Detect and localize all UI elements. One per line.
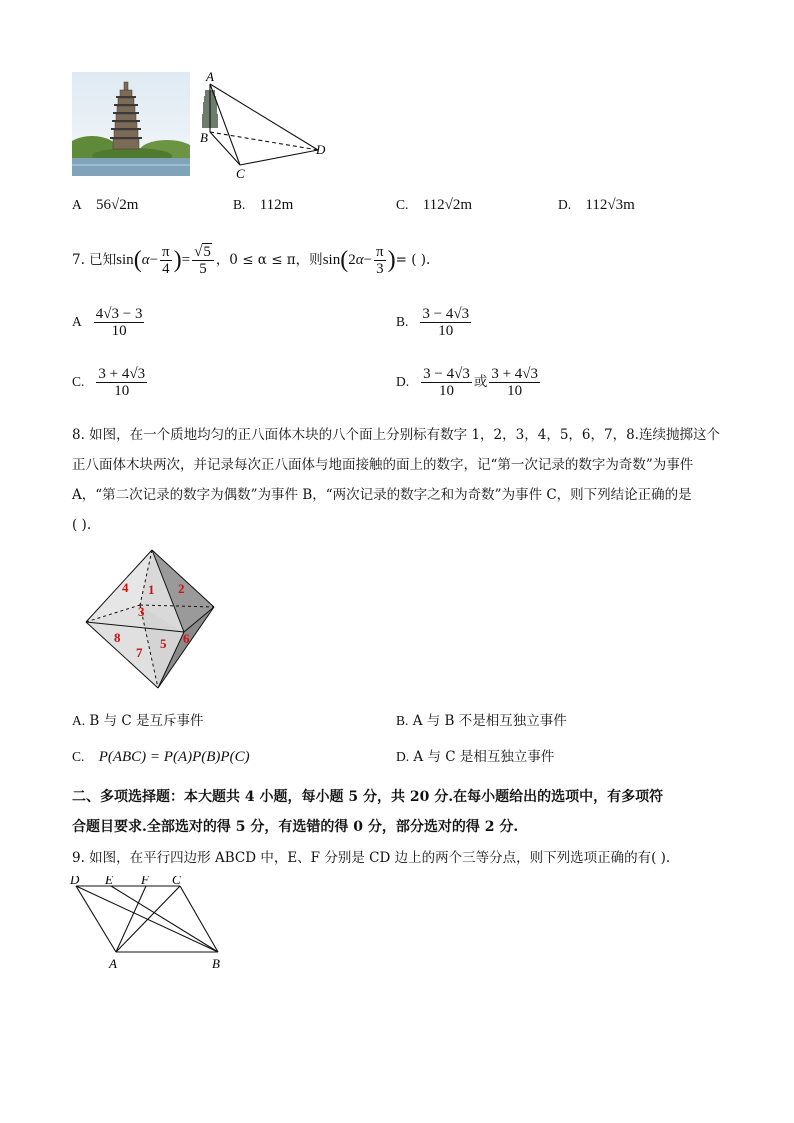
option-letter: B. bbox=[233, 197, 246, 212]
q8-option-b bbox=[396, 712, 567, 730]
q8-line-1: 8. 如图，在一个质地均匀的正八面体木块的八个面上分别标有数字 1，2，3，4，5，6，7，8.连续抛掷这个 bbox=[72, 427, 720, 443]
numerator: 4√3 − 3 bbox=[95, 305, 143, 322]
option-fraction-2 bbox=[489, 366, 540, 399]
q7-option-a bbox=[72, 302, 146, 342]
q7-prefix: 7. 已知 bbox=[72, 252, 117, 268]
section-2-header bbox=[72, 782, 722, 842]
q7-suffix: = ( ). bbox=[395, 252, 431, 268]
q7-option-d bbox=[396, 362, 542, 402]
q8-option-c bbox=[72, 748, 250, 766]
face-number-6: 6 bbox=[183, 631, 190, 646]
label-B: B bbox=[212, 956, 220, 971]
option-text: B 与 C 是互斥事件 bbox=[89, 713, 204, 729]
label-C: C bbox=[236, 166, 245, 180]
fraction-sqrt5-5: $\frac{√5}{5}$ bbox=[192, 244, 214, 277]
section-2-line-2: 合题目要求.全部选对的得 5 分，有选错的得 0 分，部分选对的得 2 分. bbox=[72, 819, 519, 835]
option-text: P(ABC) = P(A)P(B)P(C) bbox=[98, 749, 250, 765]
numerator: 3 + 4√3 bbox=[98, 365, 146, 382]
q8-line-3: A，“第二次记录的数字为偶数”为事件 B，“两次记录的数字之和为奇数”为事件 C，则下列结论正确的是 bbox=[72, 487, 692, 503]
option-letter: D. bbox=[396, 749, 410, 764]
numerator: 3 + 4√3 bbox=[491, 365, 539, 382]
option-fraction bbox=[96, 366, 147, 399]
label-C: C bbox=[172, 876, 181, 887]
option-letter: A. bbox=[72, 713, 86, 728]
pyramid-figure bbox=[198, 70, 338, 180]
option-fraction-1 bbox=[421, 366, 472, 399]
numerator: 3 − 4√3 bbox=[423, 365, 470, 382]
denominator: 10 bbox=[111, 322, 127, 339]
q8-stem bbox=[72, 420, 722, 540]
label-D: D bbox=[316, 142, 326, 157]
face-number-2: 2 bbox=[178, 581, 185, 596]
face-number-4: 4 bbox=[122, 580, 129, 595]
face-number-5: 5 bbox=[160, 636, 167, 651]
denominator: 10 bbox=[438, 382, 454, 399]
denominator: 10 bbox=[507, 382, 523, 399]
q7-condition: ，0 ≤ α ≤ π，则 bbox=[215, 252, 323, 268]
q7-stem: 7. 已知 sin ( α − $\frac{\pi}{4}$ ) = $\frac{√5}{5}$ ，0 ≤ α ≤ π，则 sin ( 2α− $\frac{\pi}{3}$ ) = ( ). bbox=[72, 243, 431, 277]
option-letter: A bbox=[72, 314, 82, 329]
option-letter: B. bbox=[396, 713, 409, 728]
option-letter: A bbox=[72, 197, 82, 212]
q7-option-c bbox=[72, 362, 149, 402]
label-A: A bbox=[109, 956, 117, 971]
option-letter: D. bbox=[558, 197, 572, 212]
q6-option-b bbox=[233, 196, 293, 214]
face-number-1: 1 bbox=[148, 582, 155, 597]
option-fraction bbox=[420, 306, 471, 339]
q7-sin: sin bbox=[116, 252, 134, 268]
face-number-8: 8 bbox=[114, 630, 121, 645]
label-D: D bbox=[70, 876, 80, 887]
q8-option-d bbox=[396, 748, 554, 766]
fraction-pi-3: $\frac{\pi}{3}$ bbox=[376, 243, 384, 277]
option-value: 112√2m bbox=[422, 197, 473, 213]
option-letter: D. bbox=[396, 374, 410, 389]
face-number-3: 3 bbox=[138, 604, 145, 619]
section-2-line-1: 二、多项选择题：本大题共 4 小题，每小题 5 分，共 20 分.在每小题给出的选项中，有多项符 bbox=[72, 789, 664, 805]
option-value: 112m bbox=[259, 197, 294, 213]
parallelogram-figure bbox=[68, 876, 232, 972]
option-fraction bbox=[94, 306, 145, 339]
option-value: 112√3m bbox=[585, 197, 635, 213]
denominator: 10 bbox=[114, 382, 130, 399]
q6-option-d bbox=[558, 196, 635, 214]
option-text: A 与 C 是相互独立事件 bbox=[413, 749, 555, 765]
label-E: E bbox=[105, 876, 113, 887]
fraction-pi-4: $\frac{\pi}{4}$ bbox=[162, 243, 170, 277]
option-text: A 与 B 不是相互独立事件 bbox=[412, 713, 567, 729]
option-letter: C. bbox=[396, 197, 409, 212]
option-value: 56√2m bbox=[96, 197, 139, 213]
option-letter: C. bbox=[72, 749, 85, 764]
q7-option-b bbox=[396, 302, 473, 342]
face-number-7: 7 bbox=[136, 645, 143, 660]
numerator: 3 − 4√3 bbox=[422, 305, 470, 322]
pagoda-photo bbox=[72, 72, 190, 176]
q9-stem: 9. 如图，在平行四边形 ABCD 中，E、F 分别是 CD 边上的两个三等分点，则下列选项正确的有( ). bbox=[72, 850, 671, 866]
label-B: B bbox=[200, 130, 208, 145]
q6-option-a bbox=[72, 196, 138, 214]
q8-line-4: ( ). bbox=[72, 517, 92, 533]
denominator: 10 bbox=[438, 322, 454, 339]
octahedron-figure bbox=[80, 545, 220, 695]
option-letter: B. bbox=[396, 314, 409, 329]
q8-option-a bbox=[72, 712, 204, 730]
q6-option-c bbox=[396, 196, 472, 214]
label-F: F bbox=[141, 876, 149, 887]
q8-line-2: 正八面体木块两次，并记录每次正八面体与地面接触的面上的数字，记“第一次记录的数字为奇数”为事件 bbox=[72, 457, 694, 473]
label-A: A bbox=[206, 70, 214, 84]
or-word: 或 bbox=[473, 374, 488, 390]
option-letter: C. bbox=[72, 374, 85, 389]
